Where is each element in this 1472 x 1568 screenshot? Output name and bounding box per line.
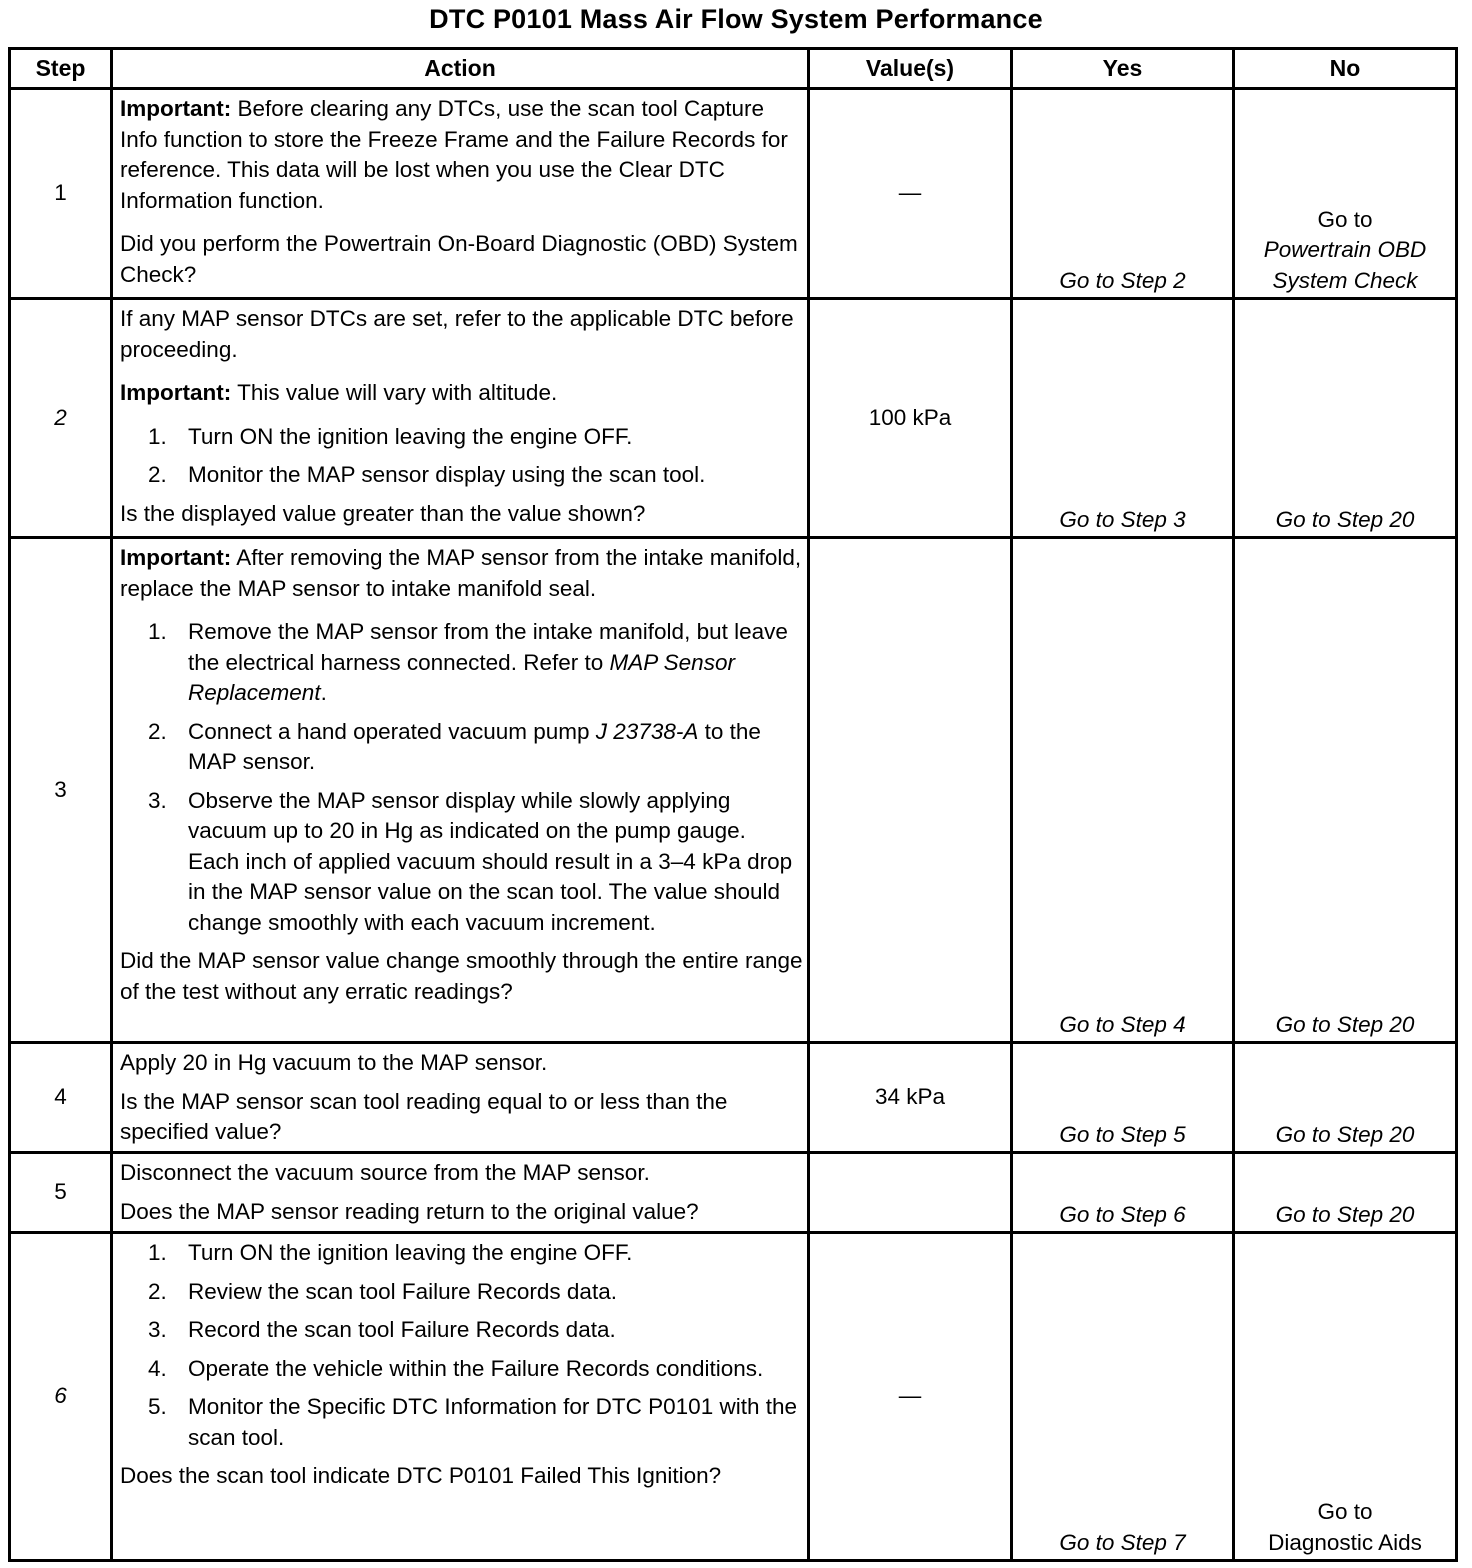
step-number: 4 (10, 1043, 112, 1153)
no-cell[interactable] (1234, 299, 1457, 538)
list-item (120, 717, 803, 778)
question-text: Does the MAP sensor reading return to the original value? (120, 1198, 699, 1224)
intro-text: Disconnect the vacuum source from the MAP sensor. (120, 1160, 650, 1185)
list-item (120, 422, 803, 453)
list-item-text: Turn ON the ignition leaving the engine OFF. (188, 423, 633, 449)
action-cell (112, 1153, 809, 1233)
list-item (120, 617, 803, 709)
no-link[interactable]: Go to Step 20 (1275, 1011, 1415, 1037)
important-label: Important: (120, 380, 232, 405)
action-cell (112, 538, 809, 1043)
yes-link[interactable]: Go to Step 2 (1059, 267, 1186, 293)
yes-cell[interactable] (1012, 1233, 1234, 1561)
header-row (10, 49, 1457, 89)
no-cell[interactable] (1234, 1233, 1457, 1561)
diagnostic-table (8, 47, 1458, 1562)
reference-link[interactable]: MAP Sensor Replacement (188, 649, 735, 705)
step-list (120, 422, 803, 491)
yes-link[interactable]: Go to Step 6 (1059, 1201, 1186, 1227)
yes-cell[interactable] (1012, 1043, 1234, 1153)
question-text: Does the scan tool indicate DTC P0101 Failed This Ignition? (120, 1463, 722, 1488)
list-item-number: 4. (148, 1355, 167, 1381)
list-item (120, 1315, 803, 1346)
step-number: 3 (10, 538, 112, 1043)
list-item-text: Turn ON the ignition leaving the engine OFF. (188, 1240, 633, 1265)
important-label: Important: (120, 96, 232, 121)
list-item-text: Observe the MAP sensor display while slowly applying vacuum up to 20 in Hg as indicated on the pump gauge. Each inch of applied vacuum should result in a 3–4 kPa drop in the MAP sensor value on the scan tool. The value should change smoothly with each vacuum increment. (188, 787, 793, 935)
question-text: Did the MAP sensor value change smoothly through the entire range of the test without any erratic readings? (120, 948, 803, 1004)
step-list (120, 1238, 803, 1453)
list-item-number: 2. (148, 718, 167, 744)
list-item-number: 1. (148, 1240, 167, 1265)
value-cell (809, 89, 1012, 299)
list-item (120, 1354, 803, 1385)
action-cell (112, 299, 809, 538)
intro-text: If any MAP sensor DTCs are set, refer to the applicable DTC before proceeding. (120, 306, 794, 362)
step-number: 2 (10, 299, 112, 538)
no-prefix: Go to (1317, 206, 1373, 232)
question-text: Did you perform the Powertrain On-Board Diagnostic (OBD) System Check? (120, 231, 798, 287)
no-link[interactable]: Go to Step 20 (1275, 506, 1415, 532)
list-item (120, 1392, 803, 1453)
no-cell[interactable] (1234, 1153, 1457, 1233)
important-label: Important: (120, 545, 232, 570)
no-link[interactable]: Diagnostic Aids (1268, 1529, 1422, 1555)
list-item-number: 2. (148, 1278, 167, 1304)
no-prefix: Go to (1317, 1499, 1373, 1524)
important-text: Before clearing any DTCs, use the scan tool Capture Info function to store the Freeze Frame and the Failure Records for reference. This data will be lost when you use the Clear DTC Information function. (120, 96, 788, 213)
list-item (120, 1277, 803, 1308)
list-item-text: Operate the vehicle within the Failure Records conditions. (188, 1355, 764, 1381)
list-item-end: to the MAP sensor. (188, 718, 761, 774)
list-item-number: 1. (148, 423, 167, 449)
header-yes: Yes (1012, 49, 1234, 89)
value-cell (809, 1043, 1012, 1153)
table-row-step-1 (10, 89, 1457, 299)
header-action: Action (112, 49, 809, 89)
value-text: — (898, 180, 922, 206)
list-item-text: Connect a hand operated vacuum pump (188, 718, 596, 744)
yes-cell[interactable] (1012, 538, 1234, 1043)
value-text: 34 kPa (874, 1084, 946, 1110)
list-item-text: Record the scan tool Failure Records data. (188, 1317, 616, 1342)
yes-cell[interactable] (1012, 299, 1234, 538)
list-item-number: 5. (148, 1394, 167, 1419)
no-link[interactable]: Go to Step 20 (1275, 1201, 1415, 1227)
important-note (120, 378, 803, 409)
yes-link[interactable]: Go to Step 3 (1059, 506, 1186, 532)
no-cell[interactable] (1234, 1043, 1457, 1153)
important-note (120, 94, 803, 216)
table-row-step-5 (10, 1153, 1457, 1233)
table-row-step-4 (10, 1043, 1457, 1153)
important-text: This value will vary with altitude. (231, 380, 558, 405)
value-cell (809, 299, 1012, 538)
no-link[interactable]: Powertrain OBD System Check (1263, 237, 1427, 293)
action-cell (112, 1233, 809, 1561)
value-text: 100 kPa (868, 404, 952, 430)
list-item-text: Review the scan tool Failure Records data. (188, 1278, 617, 1304)
action-cell (112, 1043, 809, 1153)
step-number: 1 (10, 89, 112, 299)
yes-cell[interactable] (1012, 89, 1234, 299)
value-text: — (898, 1383, 922, 1409)
list-item-number: 1. (148, 619, 167, 644)
value-cell (809, 1233, 1012, 1561)
value-cell (809, 538, 1012, 1043)
yes-link[interactable]: Go to Step 4 (1059, 1011, 1186, 1037)
table-row-step-6 (10, 1233, 1457, 1561)
yes-cell[interactable] (1012, 1153, 1234, 1233)
yes-link[interactable]: Go to Step 5 (1059, 1121, 1186, 1147)
list-item-text: Monitor the Specific DTC Information for DTC P0101 with the scan tool. (188, 1394, 797, 1450)
action-cell (112, 89, 809, 299)
list-item-text: Remove the MAP sensor from the intake manifold, but leave the electrical harness connected. Refer to (188, 619, 788, 675)
table-row-step-2 (10, 299, 1457, 538)
step-list (120, 617, 803, 938)
list-item (120, 460, 803, 491)
list-item-text: Monitor the MAP sensor display using the scan tool. (188, 462, 706, 487)
step-number: 5 (10, 1153, 112, 1233)
list-item-number: 2. (148, 462, 167, 487)
header-step: Step (10, 49, 112, 89)
list-item-end: . (320, 680, 327, 705)
important-note (120, 543, 803, 604)
document-title: DTC P0101 Mass Air Flow System Performance (429, 4, 1043, 34)
no-cell[interactable] (1234, 538, 1457, 1043)
question-text: Is the displayed value greater than the value shown? (120, 500, 646, 526)
header-no: No (1234, 49, 1457, 89)
yes-link[interactable]: Go to Step 7 (1059, 1529, 1186, 1555)
no-link[interactable]: Go to Step 20 (1275, 1121, 1415, 1147)
no-cell[interactable] (1234, 89, 1457, 299)
intro-text: Apply 20 in Hg vacuum to the MAP sensor. (120, 1050, 548, 1075)
step-number: 6 (10, 1233, 112, 1561)
list-item (120, 1238, 803, 1269)
table-row-step-3 (10, 538, 1457, 1043)
important-text: After removing the MAP sensor from the intake manifold, replace the MAP sensor to intake manifold seal. (120, 545, 802, 601)
list-item-number: 3. (148, 787, 167, 813)
value-cell (809, 1153, 1012, 1233)
list-item (120, 786, 803, 939)
header-values: Value(s) (809, 49, 1012, 89)
tool-reference: J 23738-A (595, 718, 699, 744)
question-text: Is the MAP sensor scan tool reading equal to or less than the specified value? (120, 1088, 728, 1144)
list-item-number: 3. (148, 1317, 167, 1342)
